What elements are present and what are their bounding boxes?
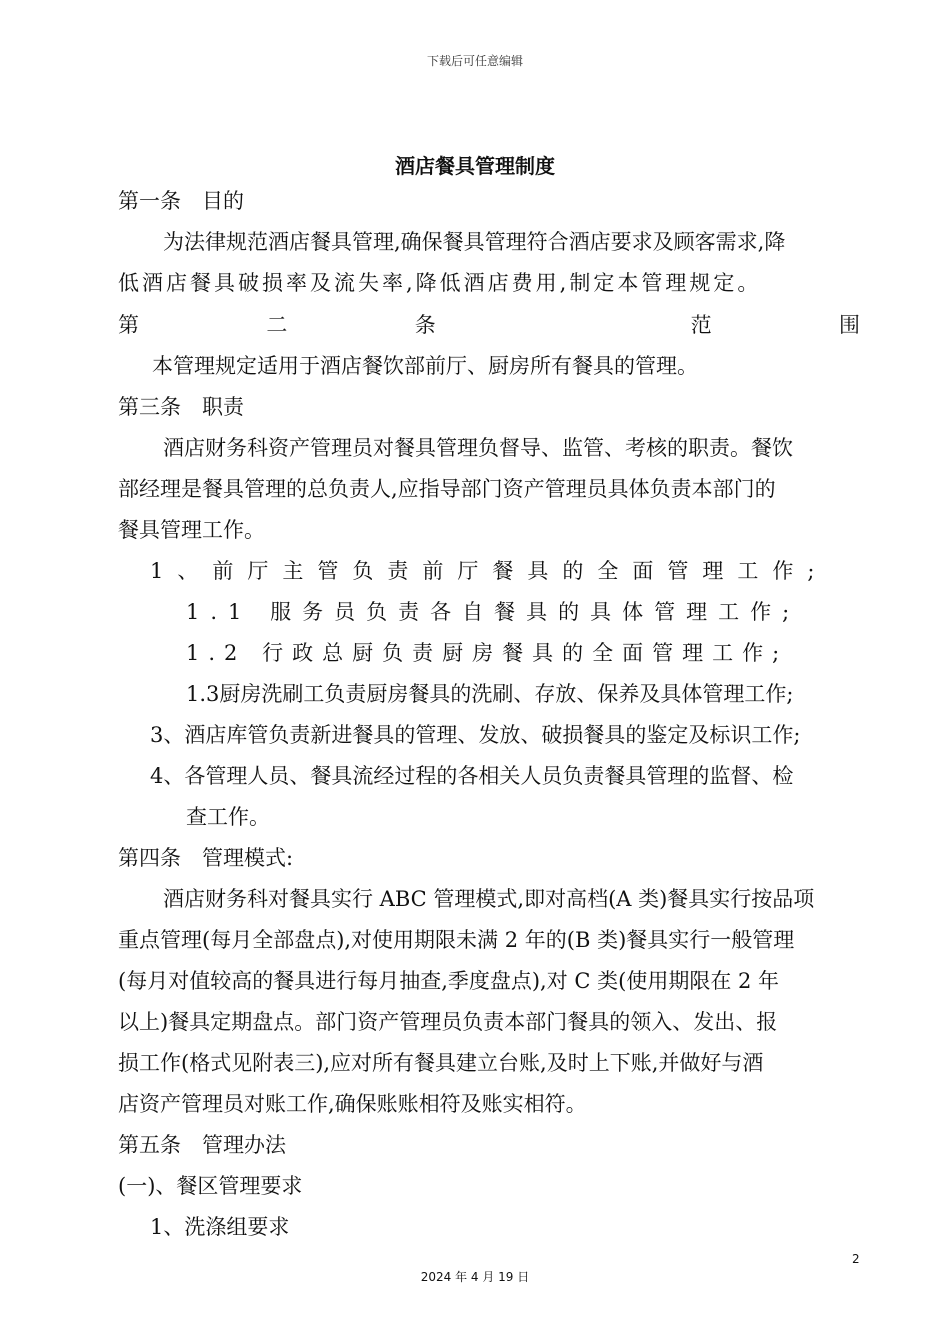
article4-line: 店资产管理员对账工作,确保账账相符及账实相符。 [118,1092,587,1116]
article4-line: 以上)餐具定期盘点。部门资产管理员负责本部门餐具的领入、发出、报 [118,1010,778,1034]
article1-text-line1: 为法律规范酒店餐具管理,确保餐具管理符合酒店要求及顾客需求,降 [163,230,786,254]
article4-heading: 第四条 管理模式: [118,846,294,870]
article3-text-line2: 部经理是餐具管理的总负责人,应指导部门资产管理员具体负责本部门的 [118,477,776,501]
page-number: 2 [852,1252,860,1266]
article2-text: 本管理规定适用于酒店餐饮部前厅、厨房所有餐具的管理。 [152,354,698,378]
duty-item-1-2: 1.2 行政总厨负责厨房餐具的全面管理工作; [186,641,789,665]
article2-heading-char: 范 [690,313,712,337]
article2-heading [118,310,860,340]
article3-heading: 第三条 职责 [118,395,244,419]
section1-heading: (一)、餐区管理要求 [118,1174,303,1198]
article2-heading-char: 条 [414,313,436,337]
article4-line: 重点管理(每月全部盘点),对使用期限未满 2 年的(B 类)餐具实行一般管理 [118,928,795,952]
duty-item-1-3: 1.3厨房洗刷工负责厨房餐具的洗刷、存放、保养及具体管理工作; [186,682,794,706]
article4-line: 酒店财务科对餐具实行 ABC 管理模式,即对高档(A 类)餐具实行按品项 [163,887,815,911]
duty-item-1: 1、前厅主管负责前厅餐具的全面管理工作; [150,559,829,583]
footer-date: 2024 年 4 月 19 日 [420,1270,530,1284]
article1-heading: 第一条 目的 [118,189,244,213]
document-title: 酒店餐具管理制度 [395,154,555,178]
article5-heading: 第五条 管理办法 [118,1133,286,1157]
duty-item-3: 3、酒店库管负责新进餐具的管理、发放、破损餐具的鉴定及标识工作; [150,723,801,747]
article3-text-line3: 餐具管理工作。 [118,518,265,542]
article4-line: 损工作(格式见附表三),应对所有餐具建立台账,及时上下账,并做好与酒 [118,1051,764,1075]
article2-heading-char: 二 [266,313,288,337]
article3-text-line1: 酒店财务科资产管理员对餐具管理负督导、监管、考核的职责。餐饮 [163,436,793,460]
article4-line: (每月对值较高的餐具进行每月抽查,季度盘点),对 C 类(使用期限在 2 年 [118,969,780,993]
article2-heading-char: 围 [838,313,860,337]
article1-text-line2: 低酒店餐具破损率及流失率,降低酒店费用,制定本管理规定。 [118,271,762,295]
duty-item-1-1: 1.1 服务员负责各自餐具的具体管理工作; [186,600,801,624]
article2-heading-char: 第 [118,313,139,337]
duty-item-4-line2: 查工作。 [186,805,270,829]
duty-item-4-line1: 4、各管理人员、餐具流经过程的各相关人员负责餐具管理的监督、检 [150,764,794,788]
header-note: 下载后可任意编辑 [426,54,523,68]
section1-item1: 1、洗涤组要求 [150,1215,290,1239]
